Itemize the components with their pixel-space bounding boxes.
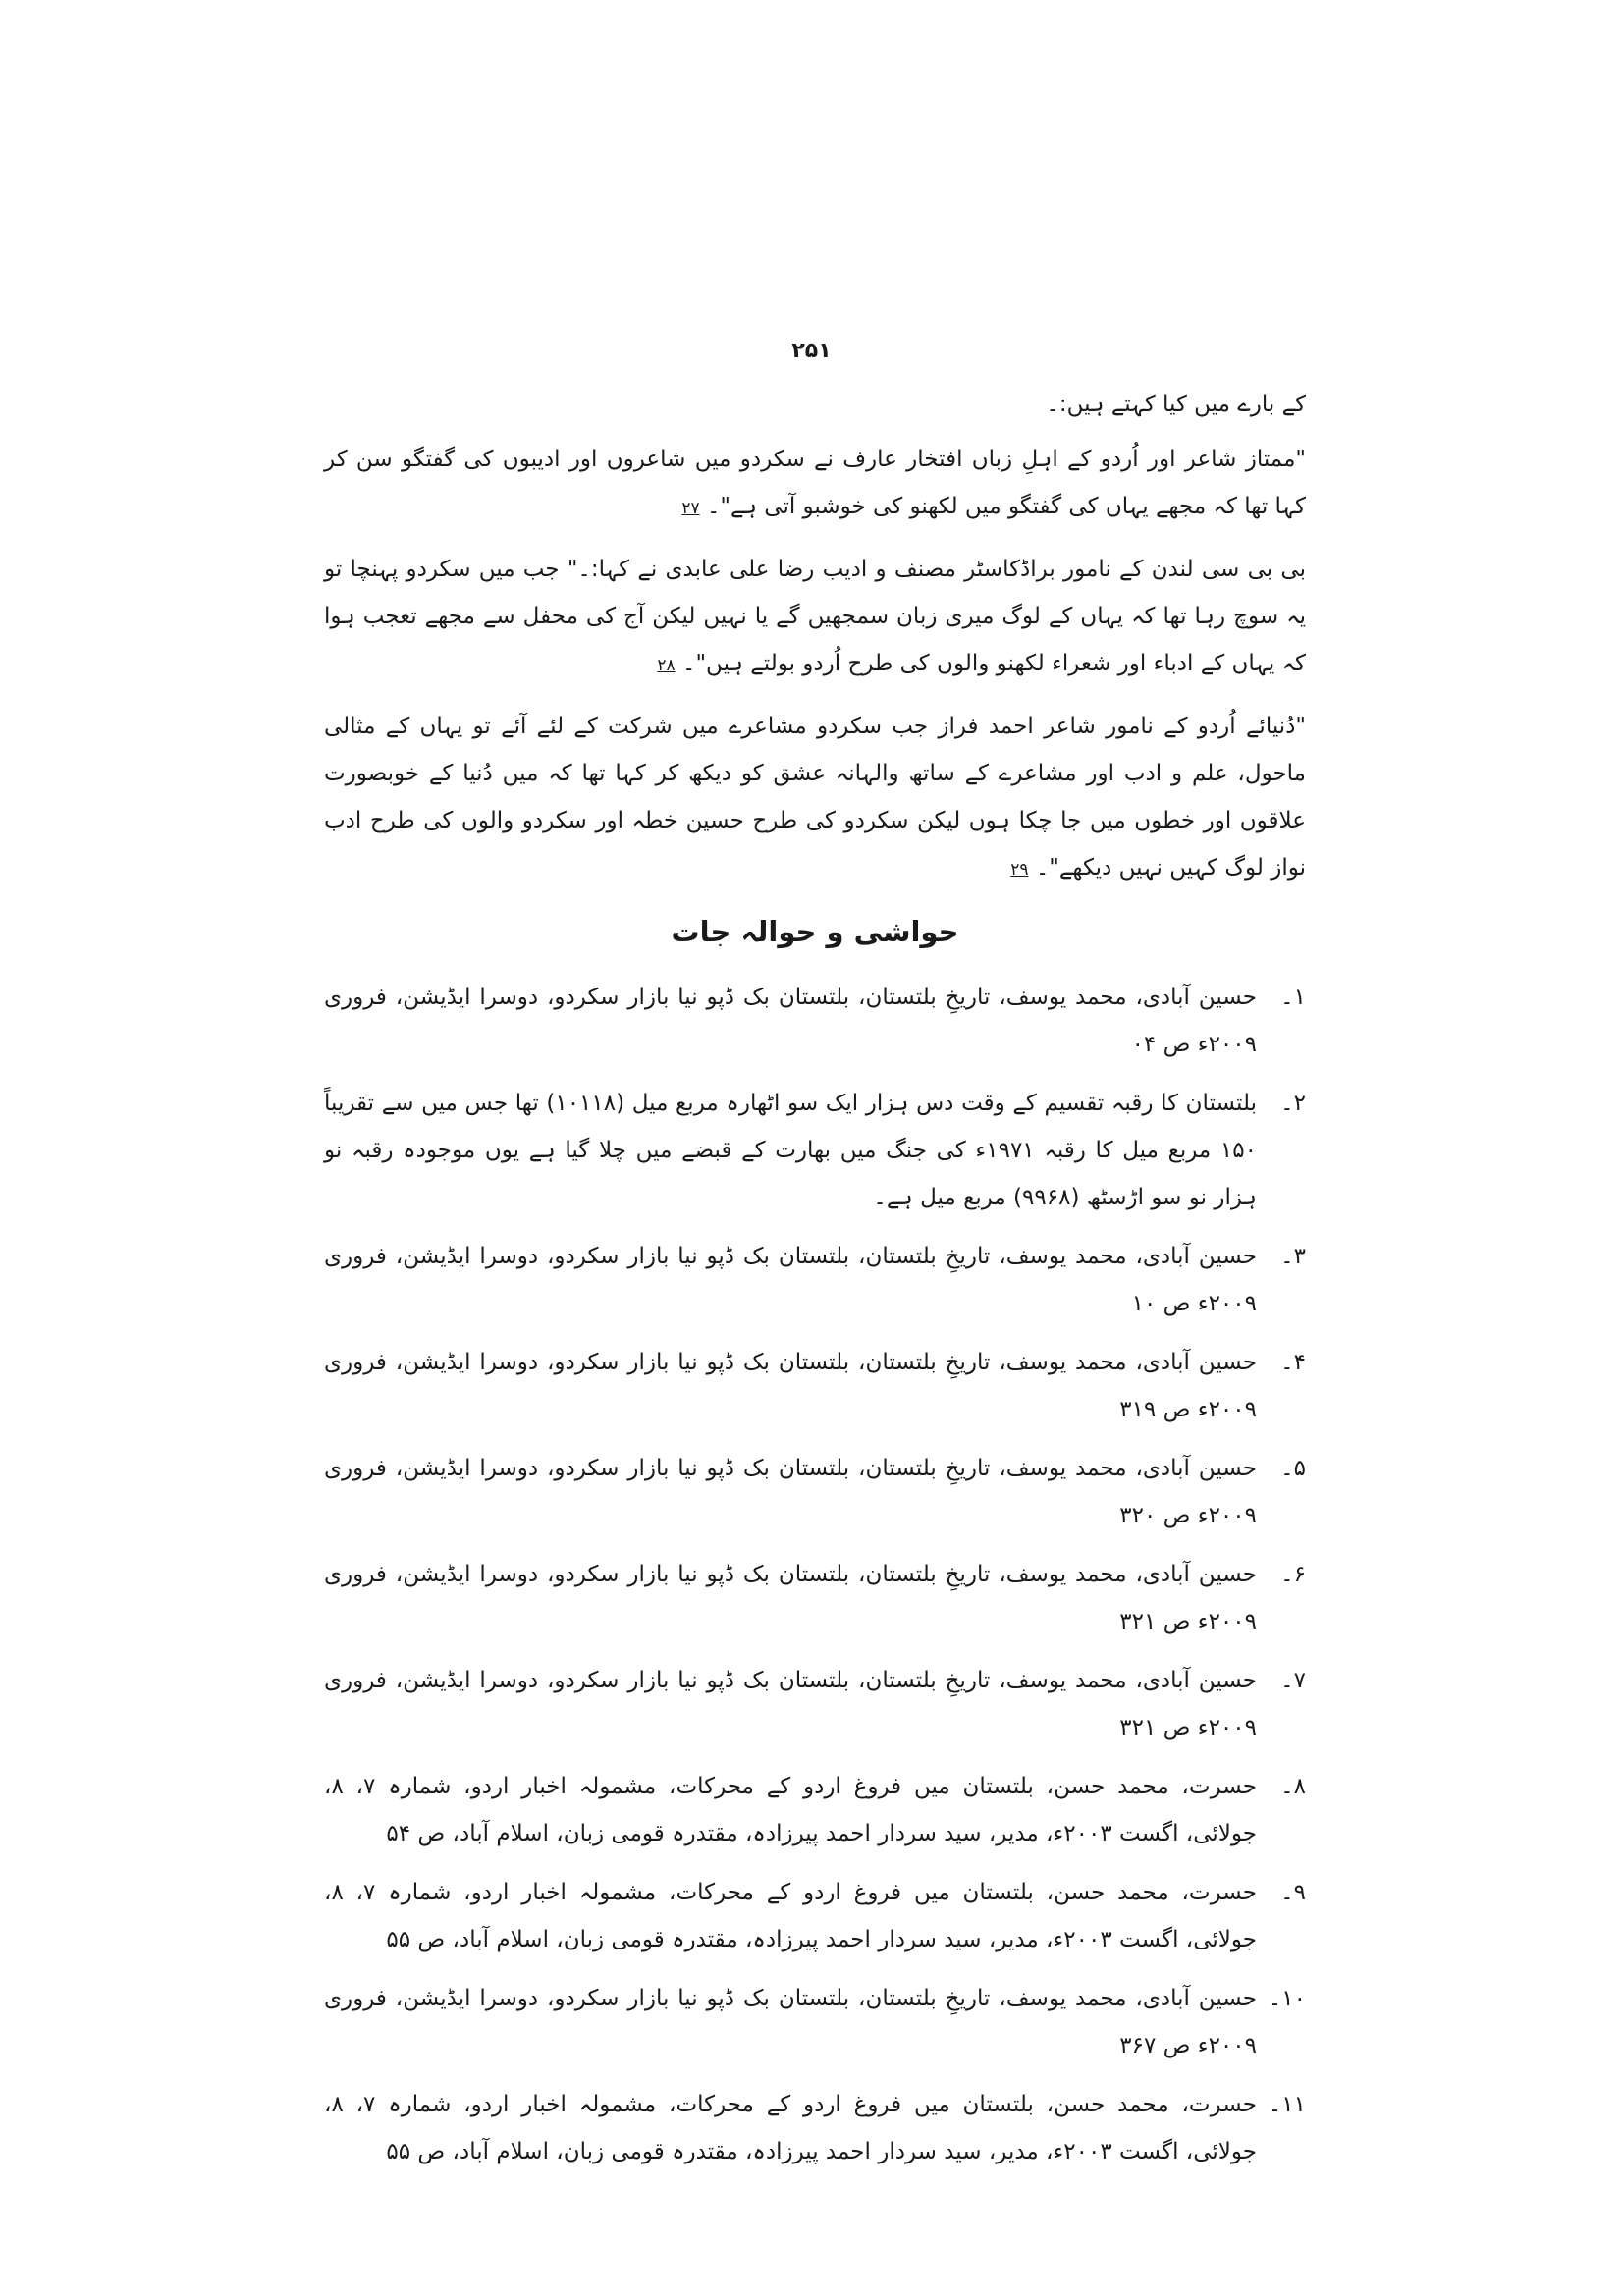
note-item: [324, 1080, 1306, 1221]
section-heading: حواشی و حوالہ جات: [671, 915, 959, 948]
note-text: حسین آبادی، محمد یوسف، تاریخِ بلتستان، بلتستان بک ڈپو نیا بازار سکردو، دوسرا ایڈیشن، فروری ۲۰۰۹ء ص ۳۶۷: [324, 1986, 1257, 2058]
note-item: [324, 1869, 1306, 1963]
footnote-reference: ۲۷: [681, 499, 700, 518]
note-text: حسرت، محمد حسن، بلتستان میں فروغ اردو کے محرکات، مشمولہ اخبار اردو، شمارہ ۷، ۸، جولائی، اگست ۲۰۰۳ء، مدیر، سید سردار احمد پیرزادہ، مقتدرہ قومی زبان، اسلام آباد، ص ۵۴: [324, 1774, 1257, 1846]
paragraph-text: "ممتاز شاعر اور اُردو کے اہلِ زباں افتخار عارف نے سکردو میں شاعروں اور ادیبوں کی گفتگو سن کر کہا تھا کہ مجھے یہاں کی گفتگو میں لکھنو کی خوشبو آتی ہے"۔: [324, 447, 1306, 519]
note-number: ۱۰۔: [1268, 1986, 1306, 2011]
body-paragraph: [324, 546, 1306, 689]
note-number: ۸۔: [1280, 1774, 1306, 1799]
page-number: ۲۵۱: [791, 339, 832, 363]
note-number: ۴۔: [1280, 1350, 1306, 1375]
paragraph-text: کے بارے میں کیا کہتے ہیں:۔: [1046, 392, 1306, 417]
note-item: [324, 1551, 1306, 1645]
note-text: حسین آبادی، محمد یوسف، تاریخِ بلتستان، بلتستان بک ڈپو نیا بازار سکردو، دوسرا ایڈیشن، فروری ۲۰۰۹ء ص ۳۲۱: [324, 1668, 1257, 1740]
note-number: ۵۔: [1280, 1456, 1306, 1481]
note-item: [324, 2081, 1306, 2175]
note-text: حسرت، محمد حسن، بلتستان میں فروغ اردو کے محرکات، مشمولہ اخبار اردو، شمارہ ۷، ۸، جولائی، اگست ۲۰۰۳ء، مدیر، سید سردار احمد پیرزادہ، مقتدرہ قومی زبان، اسلام آباد، ص ۵۵: [324, 1880, 1257, 1952]
note-text: بلتستان کا رقبہ تقسیم کے وقت دس ہزار ایک سو اٹھارہ مربع میل (۱۰۱۱۸) تھا جس میں سے تقریباً ۱۵۰ مربع میل کا رقبہ ۱۹۷۱ء کی جنگ میں بھارت کے قبضے میں چلا گیا ہے یوں موجودہ رقبہ نو ہزار نو سو اڑسٹھ (۹۹۶۸) مربع میل ہے۔: [324, 1091, 1257, 1210]
note-number: ۱۱۔: [1268, 2092, 1306, 2117]
footnote-reference: ۲۸: [657, 656, 676, 675]
body-paragraph: [324, 436, 1306, 532]
note-number: ۱۔: [1280, 985, 1306, 1010]
note-text: حسرت، محمد حسن، بلتستان میں فروغ اردو کے محرکات، مشمولہ اخبار اردو، شمارہ ۷، ۸، جولائی، اگست ۲۰۰۳ء، مدیر، سید سردار احمد پیرزادہ، مقتدرہ قومی زبان، اسلام آباد، ص ۵۵: [324, 2092, 1257, 2164]
paragraph-text: "دُنیائے اُردو کے نامور شاعر احمد فراز جب سکردو مشاعرے میں شرکت کے لئے آئے تو یہاں کے مثالی ماحول، علم و ادب اور مشاعرے کے ساتھ والہانہ عشق کو دیکھ کر کہا تھا کہ میں دُنیا کے خوبصورت علاقوں اور خطوں میں جا چکا ہوں لیکن سکردو کی طرح حسین خطہ اور سکردو والوں کی طرح ادب نواز لوگ کہیں نہیں دیکھے"۔: [324, 714, 1306, 881]
note-number: ۹۔: [1280, 1880, 1306, 1905]
note-item: [324, 1975, 1306, 2069]
note-text: حسین آبادی، محمد یوسف، تاریخِ بلتستان، بلتستان بک ڈپو نیا بازار سکردو، دوسرا ایڈیشن، فروری ۲۰۰۹ء ص ۳۱۹: [324, 1350, 1257, 1422]
note-item: [324, 1339, 1306, 1433]
note-number: ۶۔: [1280, 1562, 1306, 1587]
note-text: حسین آبادی، محمد یوسف، تاریخِ بلتستان، بلتستان بک ڈپو نیا بازار سکردو، دوسرا ایڈیشن، فروری ۲۰۰۹ء ص ۰۴: [324, 985, 1257, 1057]
body-paragraph: [324, 381, 1306, 428]
note-item: [324, 1763, 1306, 1857]
note-item: [324, 1657, 1306, 1751]
note-text: حسین آبادی، محمد یوسف، تاریخِ بلتستان، بلتستان بک ڈپو نیا بازار سکردو، دوسرا ایڈیشن، فروری ۲۰۰۹ء ص ۱۰: [324, 1244, 1257, 1316]
note-number: ۷۔: [1280, 1668, 1306, 1693]
page-content: [324, 381, 1306, 2187]
body-paragraph: [324, 703, 1306, 893]
note-item: [324, 1445, 1306, 1539]
paragraph-text: بی بی سی لندن کے نامور براڈکاسٹر مصنف و ادیب رضا علی عابدی نے کہا:۔" جب میں سکردو پہنچا تو یہ سوچ رہا تھا کہ یہاں کے لوگ میری زبان سمجھیں گے یا نہیں لیکن آج کی محفل سے مجھے تعجب ہوا کہ یہاں کے ادباء اور شعراء لکھنو والوں کی طرح اُردو بولتے ہیں"۔: [324, 557, 1306, 676]
note-text: حسین آبادی، محمد یوسف، تاریخِ بلتستان، بلتستان بک ڈپو نیا بازار سکردو، دوسرا ایڈیشن، فروری ۲۰۰۹ء ص ۳۲۱: [324, 1562, 1257, 1634]
note-item: [324, 974, 1306, 1068]
notes-list: [324, 974, 1306, 2175]
note-text: حسین آبادی، محمد یوسف، تاریخِ بلتستان، بلتستان بک ڈپو نیا بازار سکردو، دوسرا ایڈیشن، فروری ۲۰۰۹ء ص ۳۲۰: [324, 1456, 1257, 1528]
footnote-reference: ۲۹: [1010, 860, 1029, 880]
note-item: [324, 1233, 1306, 1327]
note-number: ۲۔: [1280, 1091, 1306, 1116]
note-number: ۳۔: [1280, 1244, 1306, 1269]
